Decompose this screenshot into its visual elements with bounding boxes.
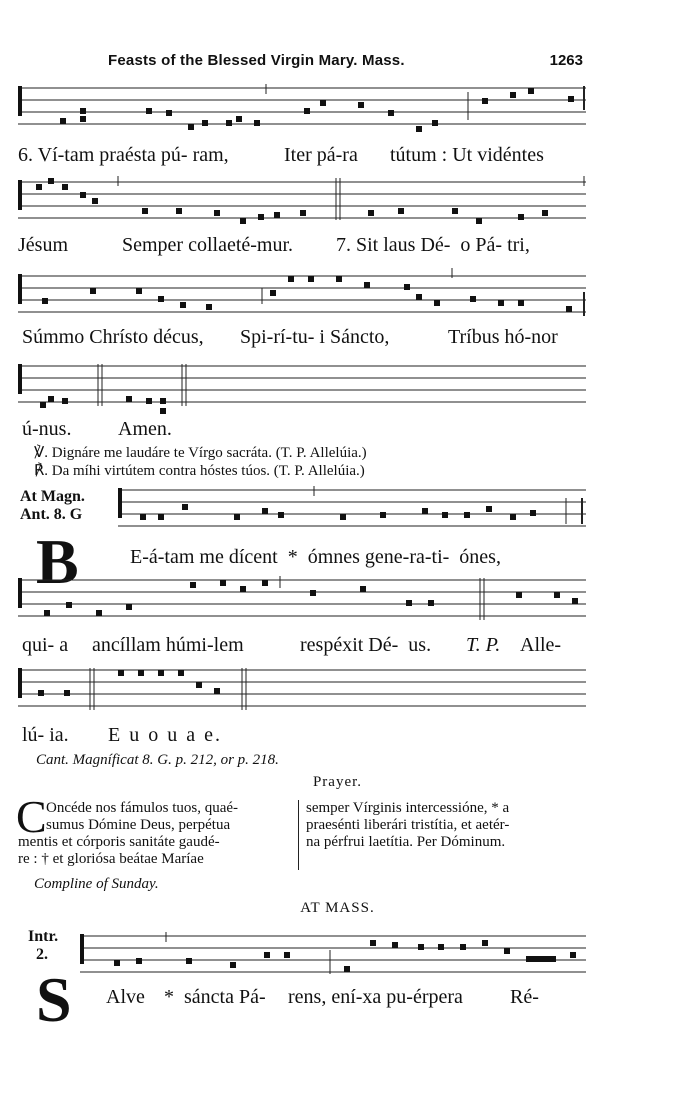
lyric-line-1: 6. Ví-tam praésta pú- ram, Iter pá-ra tútum : Ut vidéntes — [18, 144, 544, 166]
prayer-initial: C — [16, 791, 47, 842]
magnificat-label-1: At Magn. — [20, 488, 85, 505]
response-line: ℟. Da míhi virtútem contra hóstes túos. (T. P. Allelúia.) — [34, 463, 365, 479]
magnificat-initial: B — [36, 526, 79, 597]
chant-staff-introit — [80, 930, 586, 982]
lyric-line-2: Jésum Semper collaeté-mur. 7. Sit laus Dé- o Pá- tri, — [18, 234, 530, 256]
introit-label: Intr. — [28, 928, 59, 945]
lyric-line-4: ú-nus. Amen. — [22, 418, 172, 440]
introit-lyric: Alve * sáncta Pá- rens, ení-xa pu-érpera Ré- — [106, 986, 539, 1008]
lyric-line-3: Súmmo Chrísto décus, Spi-rí-tu- i Sáncto, Tríbus hó-nor — [22, 326, 558, 348]
chant-staff-magnificat-1 — [118, 484, 586, 532]
magnificat-lyric-3: lú- ia. E u o u a e. — [22, 724, 222, 746]
chant-staff-4 — [18, 360, 586, 416]
introit-initial: S — [36, 964, 72, 1035]
column-divider — [298, 800, 299, 870]
running-title: Feasts of the Blessed Virgin Mary. Mass. — [108, 52, 405, 69]
magnificat-lyric-2: qui- a ancíllam húmi-lem respéxit Dé- us. T. P. Alle- — [22, 634, 562, 656]
versicle-line: ℣. Dignáre me laudáre te Vírgo sacráta. (T. P. Allelúia.) — [34, 445, 367, 461]
magnificat-lyric-1: E-á-tam me dícent * ómnes gene-ra-ti- ónes, — [130, 546, 501, 568]
chant-staff-2 — [18, 174, 586, 226]
compline-rubric: Compline of Sunday. — [34, 876, 159, 892]
prayer-left-column: Oncéde nos fámulos tuos, quaé- sumus Dómine Deus, perpétua mentis et córporis sanitáte gaudé- re : † et gloriósa beátae Maríae — [18, 800, 239, 867]
mass-heading: AT MASS. — [300, 900, 375, 916]
page-header — [108, 48, 583, 72]
page-number: 1263 — [549, 52, 583, 69]
chant-staff-magnificat-3 — [18, 664, 586, 716]
chant-staff-1 — [18, 80, 586, 138]
chant-staff-magnificat-2 — [18, 574, 586, 624]
introit-mode: 2. — [36, 946, 48, 963]
prayer-heading: Prayer. — [312, 774, 363, 790]
prayer-right-column: semper Vírginis intercessióne, * a praesénti liberári tristítia, et aetér- na pérfrui laetítia. Per Dóminum. — [306, 800, 510, 850]
chant-staff-3 — [18, 264, 586, 320]
canticle-reference: Cant. Magníficat 8. G. p. 212, or p. 218. — [36, 752, 279, 768]
magnificat-label-2: Ant. 8. G — [20, 506, 83, 523]
